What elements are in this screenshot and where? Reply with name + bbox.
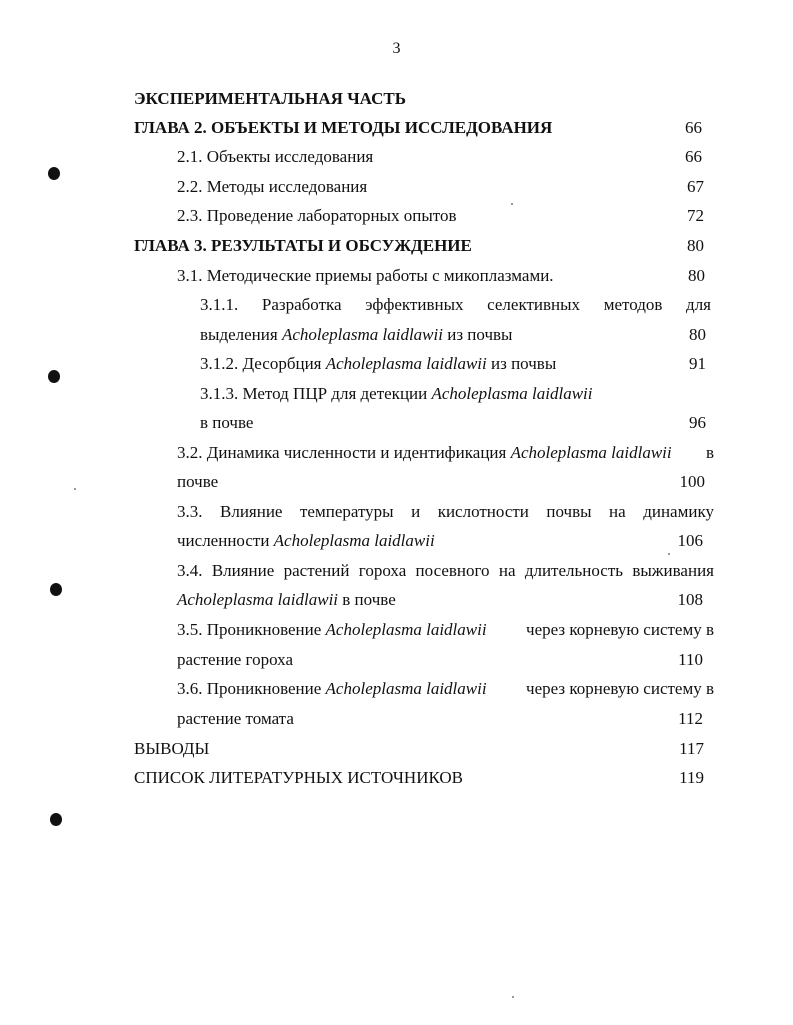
text-run: 3.1.2. Десорбция bbox=[200, 354, 326, 373]
punch-hole bbox=[50, 583, 62, 596]
text-run: через корневую систему в bbox=[526, 679, 714, 698]
punch-hole bbox=[50, 813, 62, 826]
text-run: из почвы bbox=[486, 354, 557, 373]
toc-entry-2-3-page: 72 bbox=[687, 206, 704, 225]
toc-word: 3.3. bbox=[177, 502, 203, 521]
scan-speck bbox=[512, 996, 514, 998]
toc-entry-3-1-2-title bbox=[200, 354, 556, 374]
species-name: Acholeplasma laidlawii bbox=[281, 325, 443, 344]
toc-entry-3-1-1-line2 bbox=[200, 325, 512, 345]
punch-hole bbox=[48, 167, 60, 180]
text-run: через корневую систему в bbox=[526, 620, 714, 639]
toc-word: 3.1.1. bbox=[200, 295, 239, 314]
toc-entry-3-5-line1 bbox=[177, 620, 714, 640]
scan-speck bbox=[511, 203, 513, 205]
scan-speck bbox=[668, 553, 670, 555]
toc-word: и bbox=[411, 502, 421, 521]
species-name: Acholeplasma laidlawii bbox=[510, 443, 672, 462]
toc-entry-3-2-line1 bbox=[177, 443, 714, 463]
species-name: Acholeplasma laidlawii bbox=[177, 590, 339, 609]
toc-entry-3-4-line2 bbox=[177, 590, 396, 610]
toc-entry-3-5-line2: растение гороха bbox=[177, 650, 294, 669]
species-name: Acholeplasma laidlawii bbox=[325, 620, 487, 639]
text-run: в почве bbox=[338, 590, 396, 609]
toc-entry-3-5-page: 110 bbox=[678, 650, 703, 669]
toc-entry-3-6-page: 112 bbox=[678, 709, 703, 728]
toc-word: на bbox=[609, 502, 626, 521]
toc-word: эффективных bbox=[365, 295, 464, 314]
toc-references-title: СПИСОК ЛИТЕРАТУРНЫХ ИСТОЧНИКОВ bbox=[134, 768, 464, 787]
toc-entry-2-1-page: 66 bbox=[685, 147, 702, 166]
toc-word: температуры bbox=[299, 502, 394, 521]
toc-word: кислотности bbox=[437, 502, 529, 521]
text-run: 3.6. Проникновение bbox=[177, 679, 326, 698]
toc-entry-3-1-page: 80 bbox=[688, 266, 705, 285]
toc-entry-2-2-page: 67 bbox=[687, 177, 704, 196]
scan-speck bbox=[74, 488, 76, 490]
toc-entry-3-3-line1 bbox=[177, 502, 714, 522]
species-name: Acholeplasma laidlawii bbox=[431, 384, 593, 403]
species-name: Acholeplasma laidlawii bbox=[325, 679, 487, 698]
toc-word: Разработка bbox=[261, 295, 342, 314]
toc-word: селективных bbox=[487, 295, 581, 314]
toc-entry-3-1-3-page: 96 bbox=[689, 413, 706, 432]
toc-entry-2-3-title: 2.3. Проведение лабораторных опытов bbox=[177, 206, 457, 225]
text-run: из почвы bbox=[442, 325, 513, 344]
toc-entry-3-4-page: 108 bbox=[677, 590, 703, 609]
toc-entry-3-1-title: 3.1. Методические приемы работы с микоплазмами. bbox=[177, 266, 554, 285]
toc-word: почвы bbox=[546, 502, 592, 521]
toc-entry-3-2-line2: почве bbox=[177, 472, 219, 491]
text-run: выделения bbox=[200, 325, 282, 344]
toc-word: динамику bbox=[643, 502, 714, 521]
toc-chapter-3-page: 80 bbox=[687, 236, 704, 255]
page-number: 3 bbox=[392, 40, 401, 57]
text-run: 3.5. Проникновение bbox=[177, 620, 326, 639]
toc-word: Влияние bbox=[220, 502, 283, 521]
toc-entry-2-2-title: 2.2. Методы исследования bbox=[177, 177, 368, 196]
toc-entry-3-6-line1 bbox=[177, 679, 714, 699]
text-run: в bbox=[705, 443, 714, 462]
toc-chapter-2-page: 66 bbox=[685, 118, 702, 137]
text-run: 3.1.3. Метод ПЦР для детекции bbox=[200, 384, 432, 403]
toc-entry-3-6-line2: растение томата bbox=[177, 709, 294, 728]
toc-entry-3-1-2-page: 91 bbox=[689, 354, 706, 373]
toc-entry-3-1-1-line1 bbox=[200, 295, 711, 315]
species-name: Acholeplasma laidlawii bbox=[273, 531, 435, 550]
toc-chapter-3-title: ГЛАВА 3. РЕЗУЛЬТАТЫ И ОБСУЖДЕНИЕ bbox=[134, 236, 472, 255]
toc-entry-3-1-3-line1 bbox=[200, 384, 593, 404]
toc-entry-3-2-page: 100 bbox=[679, 472, 705, 491]
punch-hole bbox=[48, 370, 60, 383]
text-run: 3.2. Динамика численности и идентификация bbox=[177, 443, 511, 462]
toc-entry-2-1-title: 2.1. Объекты исследования bbox=[177, 147, 374, 166]
species-name: Acholeplasma laidlawii bbox=[325, 354, 487, 373]
toc-conclusions-title: ВЫВОДЫ bbox=[134, 739, 210, 758]
toc-entry-3-3-page: 106 bbox=[677, 531, 703, 550]
toc-entry-3-1-1-page: 80 bbox=[689, 325, 706, 344]
toc-references-page: 119 bbox=[679, 768, 704, 787]
toc-section-header: ЭКСПЕРИМЕНТАЛЬНАЯ ЧАСТЬ bbox=[134, 89, 406, 108]
toc-entry-3-4-line1: 3.4. Влияние растений гороха посевного на длительность выживания bbox=[177, 561, 714, 580]
toc-conclusions-page: 117 bbox=[679, 739, 704, 758]
toc-entry-3-3-line2 bbox=[177, 531, 435, 551]
text-run: численности bbox=[177, 531, 274, 550]
toc-entry-3-1-3-line2: в почве bbox=[200, 413, 254, 432]
toc-chapter-2-title: ГЛАВА 2. ОБЪЕКТЫ И МЕТОДЫ ИССЛЕДОВАНИЯ bbox=[134, 118, 553, 137]
toc-word: методов bbox=[603, 295, 663, 314]
toc-word: для bbox=[686, 295, 711, 314]
